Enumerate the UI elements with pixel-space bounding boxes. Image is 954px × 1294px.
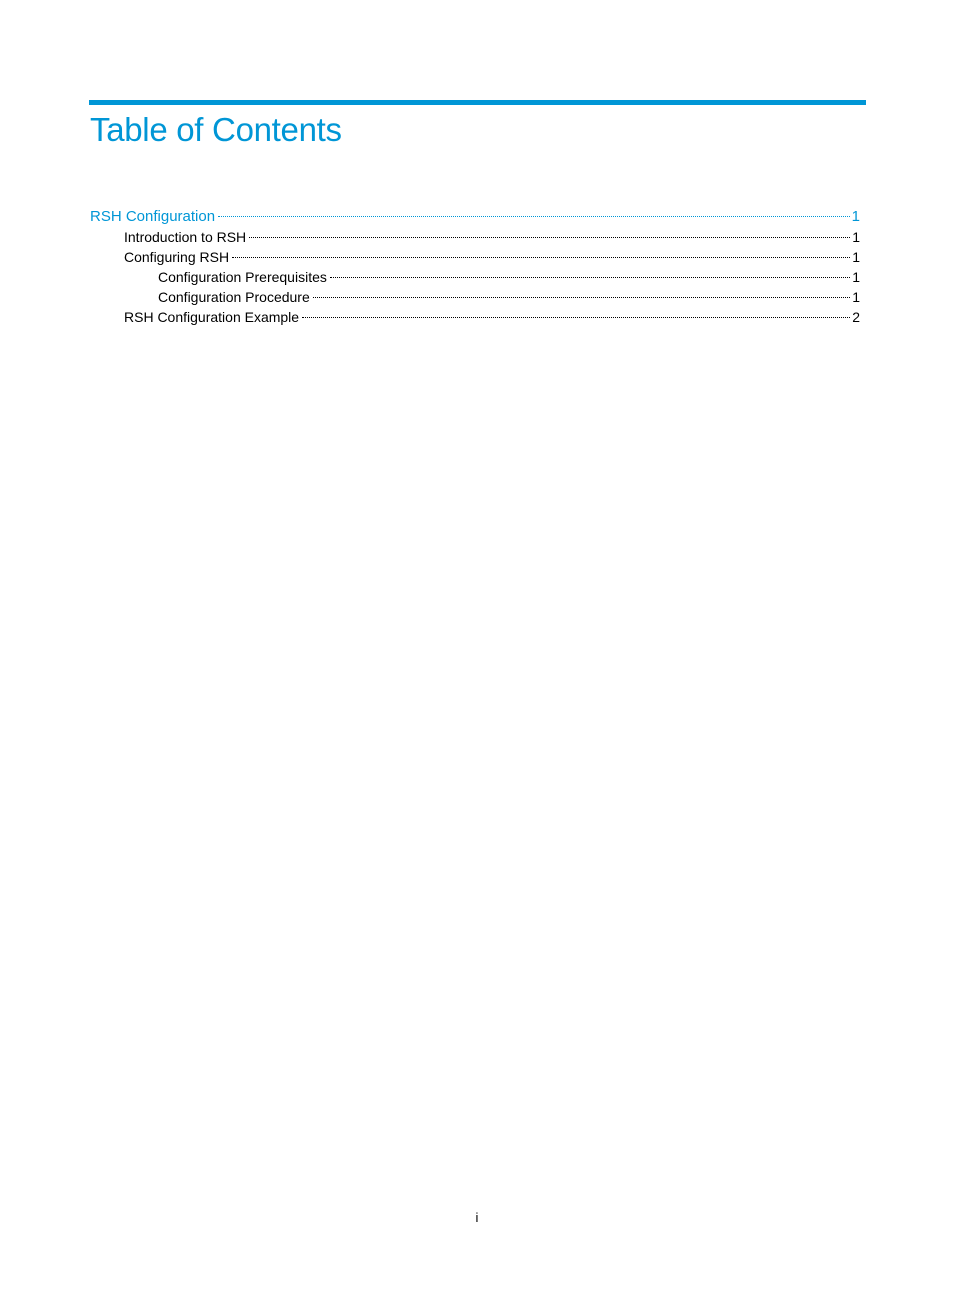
toc-page-number: 1 — [852, 289, 860, 305]
toc-page-number: 1 — [852, 229, 860, 245]
toc-page-number: 1 — [851, 208, 860, 225]
page-number-footer: i — [475, 1210, 479, 1225]
toc-entry-introduction-to-rsh[interactable] — [90, 227, 860, 247]
toc-entry-label: Configuration Prerequisites — [158, 269, 327, 285]
title-rule — [89, 100, 866, 105]
toc-entry-configuration-prerequisites[interactable] — [90, 267, 860, 287]
page-title: Table of Contents — [90, 111, 342, 148]
toc-page-number: 1 — [852, 249, 860, 265]
toc-entry-label: Configuring RSH — [124, 249, 230, 265]
toc-dot-leader — [313, 297, 850, 298]
toc-entry-label: RSH Configuration Example — [124, 309, 300, 325]
toc-page-number: 2 — [852, 309, 860, 325]
toc-entry-label: Configuration Procedure — [158, 289, 310, 305]
toc-dot-leader — [249, 237, 850, 238]
toc-dot-leader — [302, 317, 850, 318]
toc-dot-leader — [218, 216, 850, 217]
toc-entry-label: Introduction to RSH — [124, 229, 247, 245]
toc-entry-label: RSH Configuration — [90, 208, 216, 225]
table-of-contents — [90, 207, 860, 327]
toc-entry-configuration-procedure[interactable] — [90, 287, 860, 307]
toc-dot-leader — [330, 277, 850, 278]
toc-entry-rsh-configuration[interactable] — [90, 207, 860, 227]
toc-dot-leader — [232, 257, 850, 258]
toc-page-number: 1 — [852, 269, 860, 285]
toc-entry-configuring-rsh[interactable] — [90, 247, 860, 267]
toc-entry-rsh-configuration-example[interactable] — [90, 307, 860, 327]
